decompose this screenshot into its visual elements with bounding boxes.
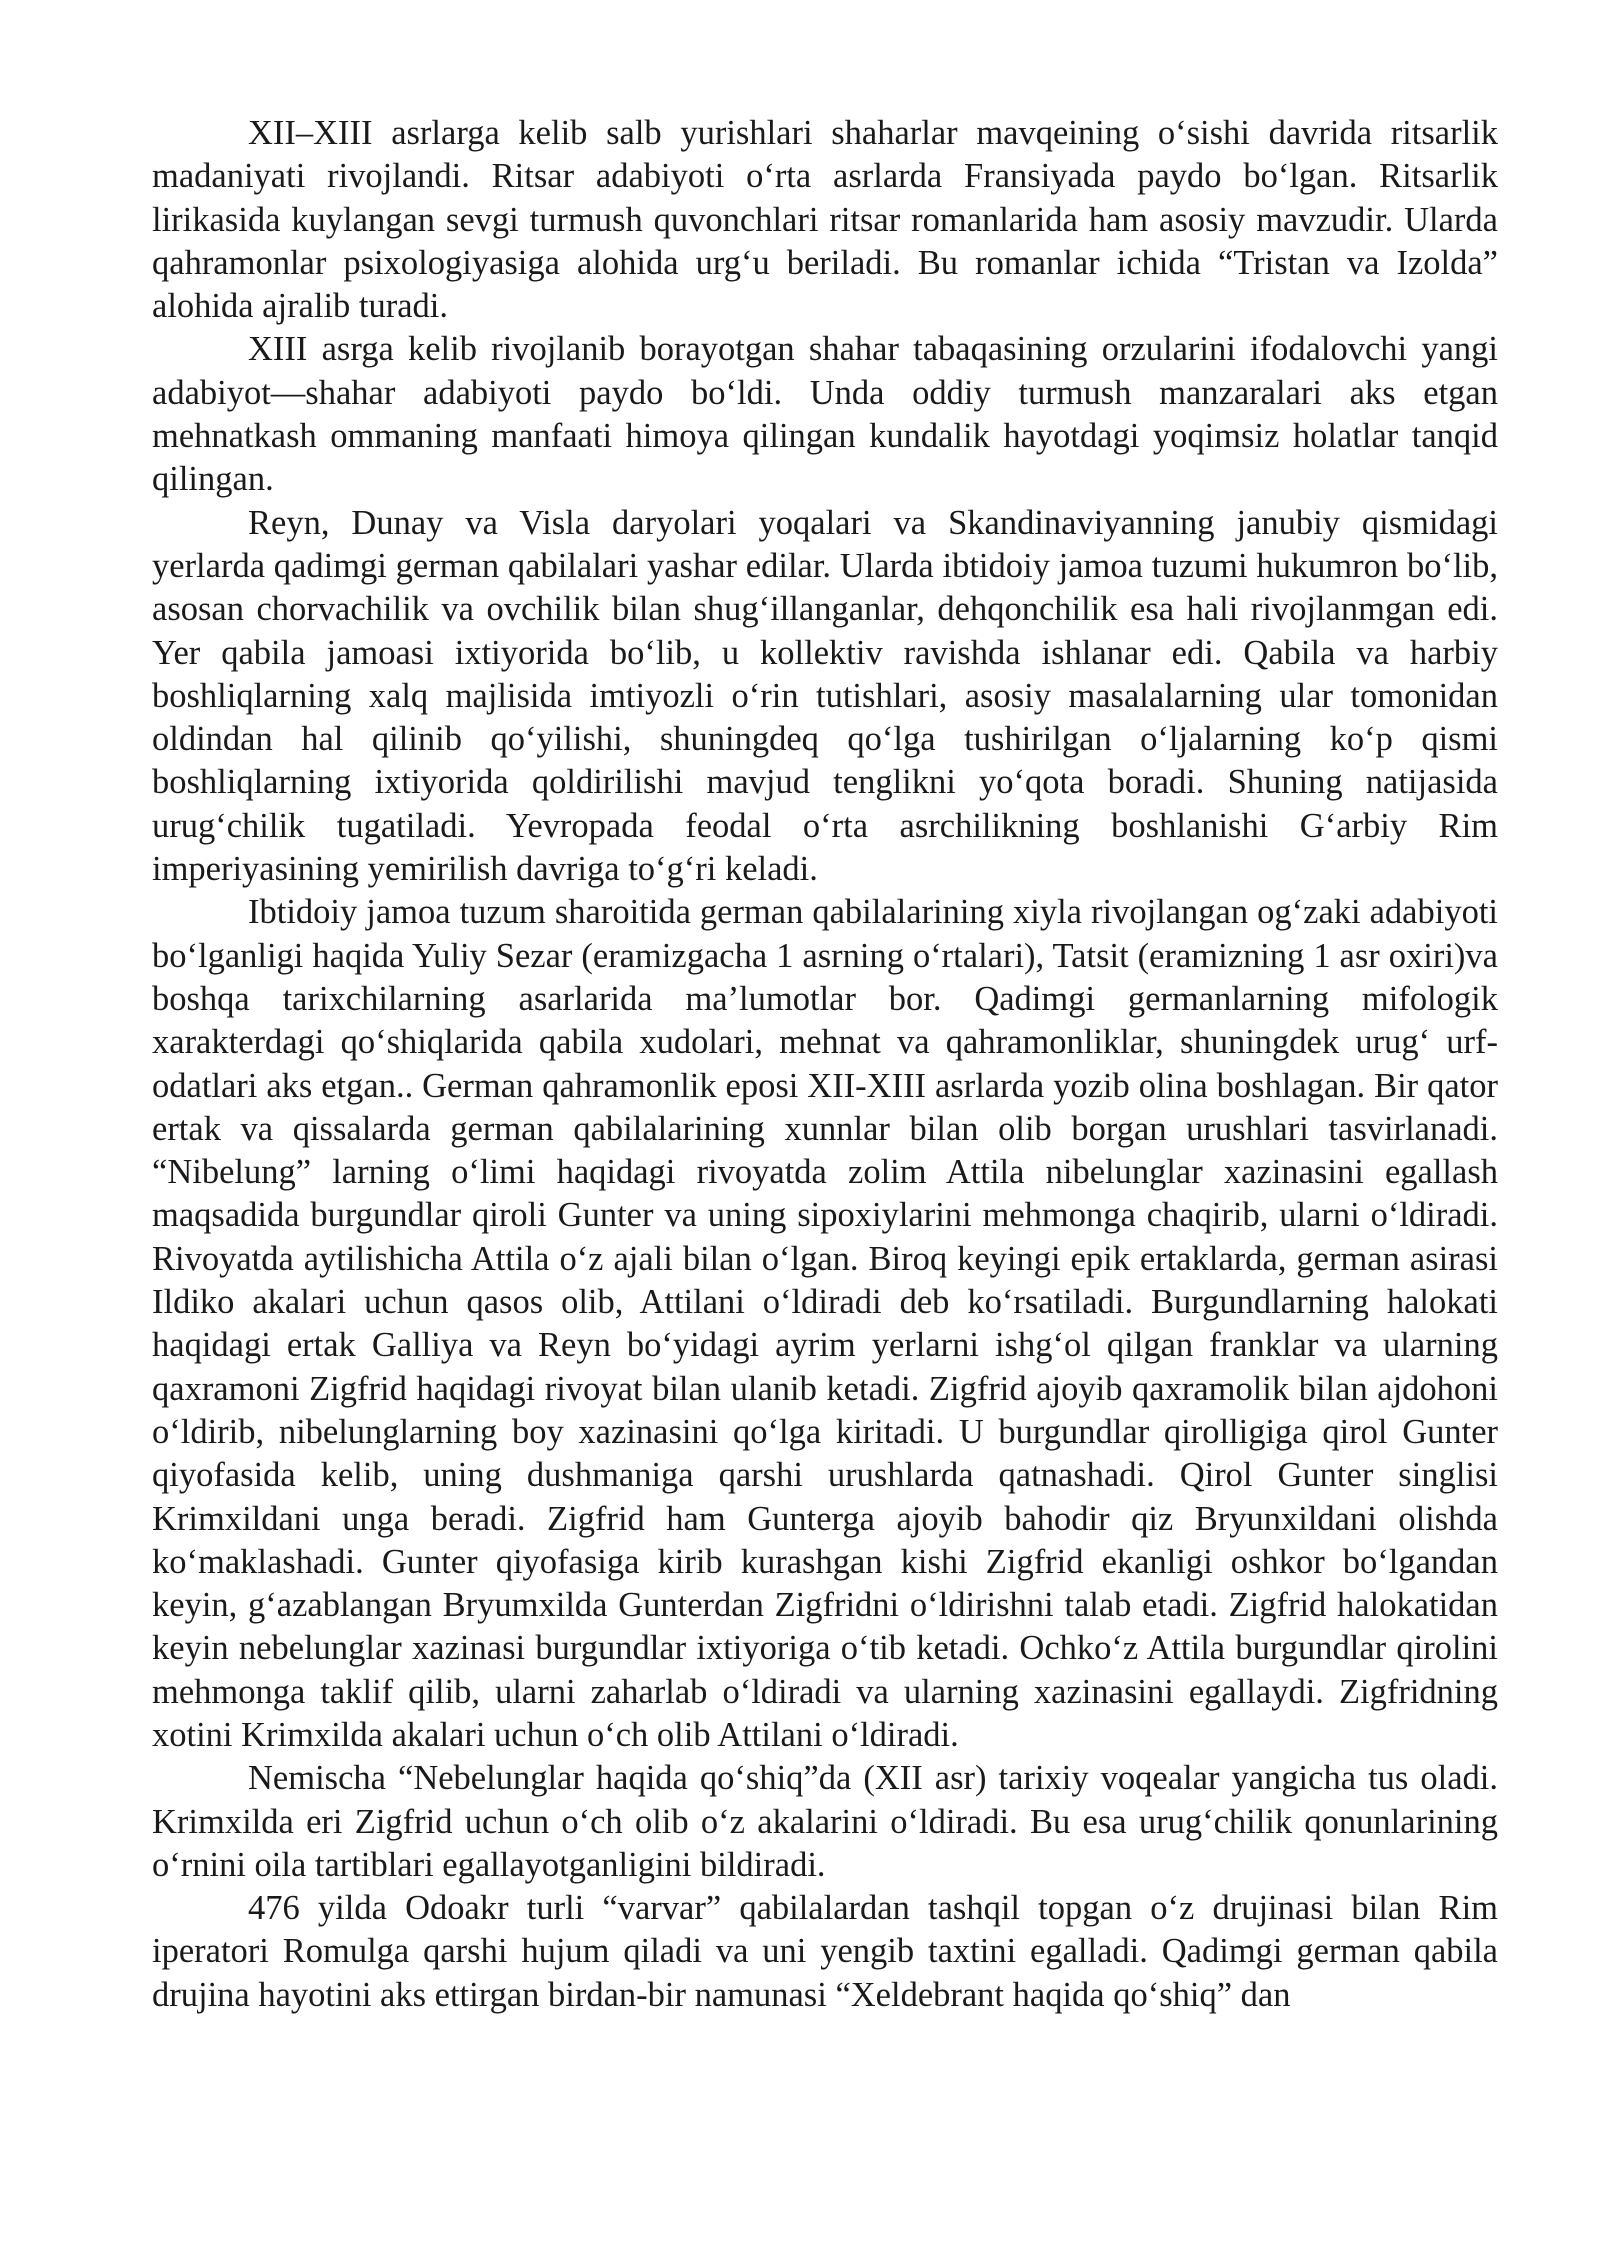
paragraph-nibelungenlied: Nemischa “Nebelunglar haqida qo‘shiq”da (XII asr) tarixiy voqealar yangicha tus oladi. Krimxilda eri Zigfrid uchun o‘ch olib o‘z akalarini o‘ldiradi. Bu esa urug‘chilik qonunlarining o‘rnini oila tartiblari egallayotganligini bildiradi. <box>152 1759 1498 1884</box>
paragraph-chivalry-literature: XII–XIII asrlarga kelib salb yurishlari shaharlar mavqeining o‘sishi davrida ritsarlik madaniyati rivojlandi. Ritsar adabiyoti o‘rta asrlarda Fransiyada paydo bo‘lgan. Ritsarlik lirikasida kuylangan sevgi turmush quvonchlari ritsar romanlarida ham asosiy mavzudir. Ularda qahramonlar psixologiyasiga alohida urg‘u beriladi. Bu romanlar ichida “Tristan va Izolda” alohida ajralib turadi. <box>152 114 1498 326</box>
paragraph-german-tribes: Reyn, Dunay va Visla daryolari yoqalari va Skandinaviyanning janubiy qismidagi yerlarda qadimgi german qabilalari yashar edilar. Ularda ibtidoiy jamoa tuzumi hukumron bo‘lib, asosan chorvachilik va ovchilik bilan shug‘illanganlar, dehqonchilik esa hali rivojlanmgan edi. Yer qabila jamoasi ixtiyorida bo‘lib, u kollektiv ravishda ishlanar edi. Qabila va harbiy boshliqlarning xalq majlisida imtiyozli o‘rin tutishlari, asosiy masalalarning ular tomonidan oldindan hal qilinib qo‘yilishi, shuningdeq qo‘lga tushirilgan o‘ljalarning ko‘p qismi boshliqlarning ixtiyorida qoldirilishi mavjud tenglikni yo‘qota boradi. Shuning natijasida urug‘chilik tugatiladi. Yevropada feodal o‘rta asrchilikning boshlanishi G‘arbiy Rim imperiyasining yemirilish davriga to‘g‘ri keladi. <box>152 503 1498 889</box>
paragraph-nibelung-legend: Ibtidoiy jamoa tuzum sharoitida german qabilalarining xiyla rivojlangan og‘zaki adabiyoti bo‘lganligi haqida Yuliy Sezar (eramizgacha 1 asrning o‘rtalari), Tatsit (eramizning 1 asr oxiri)va boshqa tarixchilarning asarlarida ma’lumotlar bor. Qadimgi germanlarning mifologik xarakterdagi qo‘shiqlarida qabila xudolari, mehnat va qahramonliklar, shuningdek urug‘ urf-odatlari aks etgan.. German qahramonlik eposi XII-XIII asrlarda yozib olina boshlagan. Bir qator ertak va qissalarda german qabilalarining xunnlar bilan olib borgan urushlari tasvirlanadi. “Nibelung” larning o‘limi haqidagi rivoyatda zolim Attila nibelunglar xazinasini egallash maqsadida burgundlar qiroli Gunter va uning sipoxiylarini mehmonga chaqirib, ularni o‘ldiradi. Rivoyatda aytilishicha Attila o‘z ajali bilan o‘lgan. Biroq keyingi epik ertaklarda, german asirasi Ildiko akalari uchun qasos olib, Attilani o‘ldiradi deb ko‘rsatiladi. Burgundlarning halokati haqidagi ertak Galliya va Reyn bo‘yidagi ayrim yerlarni ishg‘ol qilgan franklar va ularning qaxramoni Zigfrid haqidagi rivoyat bilan ulanib ketadi. Zigfrid ajoyib qaxramolik bilan ajdohoni o‘ldirib, nibelunglarning boy xazinasini qo‘lga kiritadi. U burgundlar qirolligiga qirol Gunter qiyofasida kelib, uning dushmaniga qarshi urushlarda qatnashadi. Qirol Gunter singlisi Krimxildani unga beradi. Zigfrid ham Gunterga ajoyib bahodir qiz Bryunxildani olishda ko‘maklashadi. Gunter qiyofasiga kirib kurashgan kishi Zigfrid ekanligi oshkor bo‘lgandan keyin, g‘azablangan Bryumxilda Gunterdan Zigfridni o‘ldirishni talab etadi. Zigfrid halokatidan keyin nebelunglar xazinasi burgundlar ixtiyoriga o‘tib ketadi. Ochko‘z Attila burgundlar qirolini mehmonga taklif qilib, ularni zaharlab o‘ldiradi va ularning xazinasini egallaydi. Zigfridning xotini Krimxilda akalari uchun o‘ch olib Attilani o‘ldiradi. <box>152 893 1498 1754</box>
paragraph-urban-literature: XIII asrga kelib rivojlanib borayotgan shahar tabaqasining orzularini ifodalovchi yangi adabiyot—shahar adabiyoti paydo bo‘ldi. Unda oddiy turmush manzaralari aks etgan mehnatkash ommaning manfaati himoya qilingan kundalik hayotdagi yoqimsiz holatlar tanqid qilingan. <box>152 330 1498 499</box>
document-page <box>152 112 1498 2017</box>
paragraph-odoacer: 476 yilda Odoakr turli “varvar” qabilalardan tashqil topgan o‘z drujinasi bilan Rim iperatori Romulga qarshi hujum qiladi va uni yengib taxtini egalladi. Qadimgi german qabila drujina hayotini aks ettirgan birdan-bir namunasi “Xeldebrant haqida qo‘shiq” dan <box>152 1889 1498 2014</box>
